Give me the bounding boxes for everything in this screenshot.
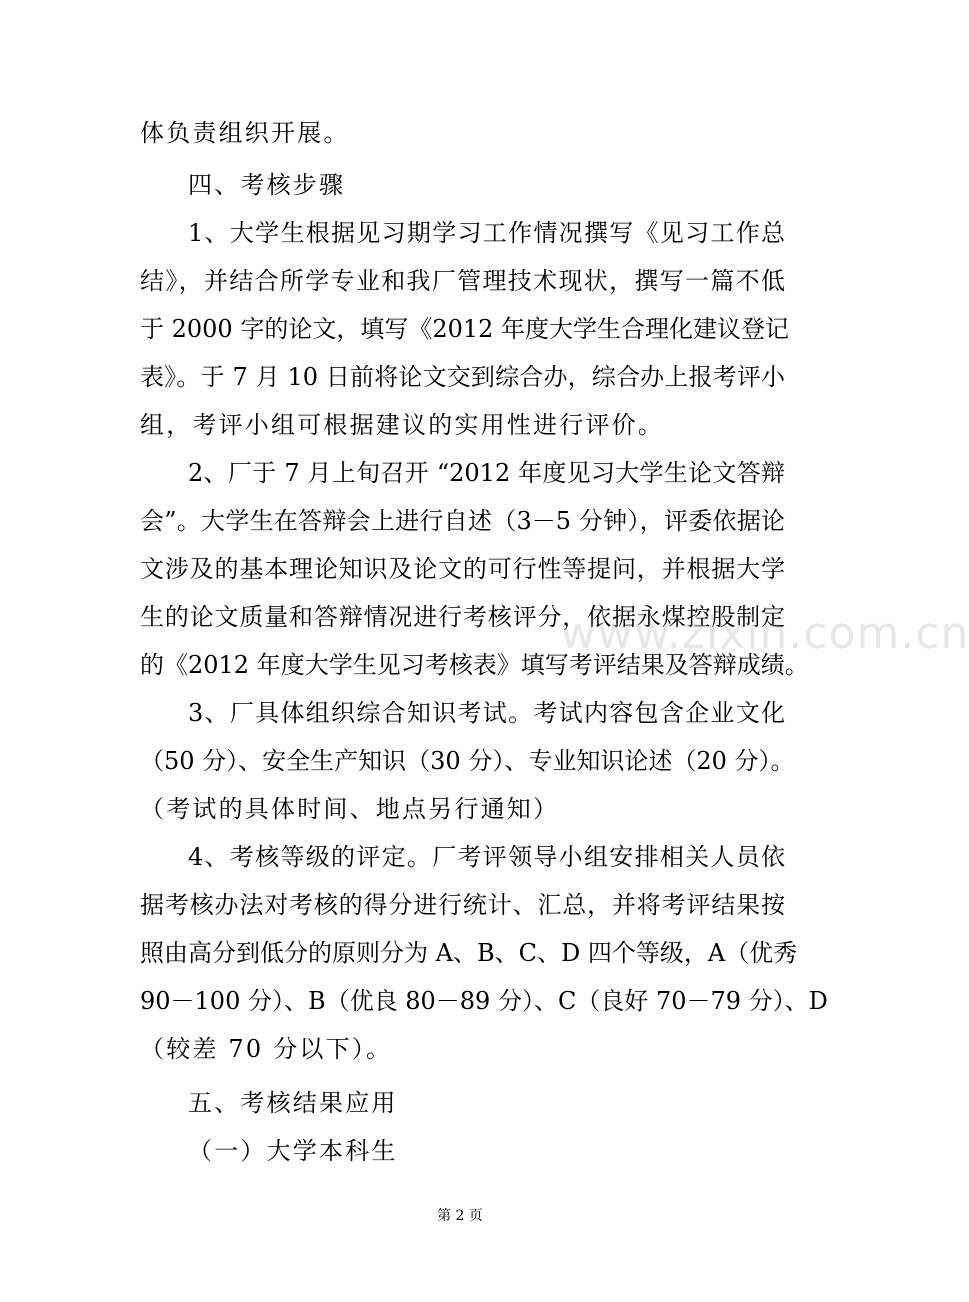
text-line: 表》。于 7 月 10 日前将论文交到综合办，综合办上报考评小 xyxy=(140,363,785,391)
text-line: 据考核办法对考核的得分进行统计、汇总，并将考评结果按 xyxy=(140,891,785,919)
text-line: 组，考评小组可根据建议的实用性进行评价。 xyxy=(140,411,664,439)
text-line: 于 2000 字的论文，填写《2012 年度大学生合理化建议登记 xyxy=(140,315,790,343)
text-line: 的《2012 年度大学生见习考核表》填写考评结果及答辩成绩。 xyxy=(140,651,809,679)
section-heading: 四、考核步骤 xyxy=(188,171,346,199)
subsection-heading: （一）大学本科生 xyxy=(188,1137,398,1165)
text-line: 生的论文质量和答辩情况进行考核评分，依据永煤控股制定 xyxy=(140,603,785,631)
section-heading: 五、考核结果应用 xyxy=(188,1089,398,1117)
text-line: 90－100 分）、B（优良 80－89 分）、C（良好 70－79 分）、D xyxy=(140,987,828,1015)
text-line: 会”。大学生在答辩会上进行自述（3－5 分钟），评委依据论 xyxy=(140,507,785,535)
text-line: 3、厂具体组织综合知识考试。考试内容包含企业文化 xyxy=(188,699,785,727)
text-line: 结》，并结合所学专业和我厂管理技术现状，撰写一篇不低 xyxy=(140,267,785,295)
watermark: www.zixin.com.cn xyxy=(560,608,969,659)
text-line: （较差 70 分以下）。 xyxy=(140,1035,393,1063)
page-number: 第 2 页 xyxy=(437,1208,483,1224)
text-line: （考试的具体时间、地点另行通知） xyxy=(140,795,560,823)
text-line: 文涉及的基本理论知识及论文的可行性等提问，并根据大学 xyxy=(140,555,785,583)
text-line: 2、厂于 7 月上旬召开 “2012 年度见习大学生论文答辩 xyxy=(188,459,785,487)
text-line: 体负责组织开展。 xyxy=(140,119,350,147)
text-line: （50 分）、安全生产知识（30 分）、专业知识论述（20 分）。 xyxy=(140,747,795,775)
text-line: 1、大学生根据见习期学习工作情况撰写《见习工作总 xyxy=(188,219,785,247)
text-line: 照由高分到低分的原则分为 A、B、C、D 四个等级，A（优秀 xyxy=(140,939,798,967)
text-line: 4、考核等级的评定。厂考评领导小组安排相关人员依 xyxy=(188,843,785,871)
